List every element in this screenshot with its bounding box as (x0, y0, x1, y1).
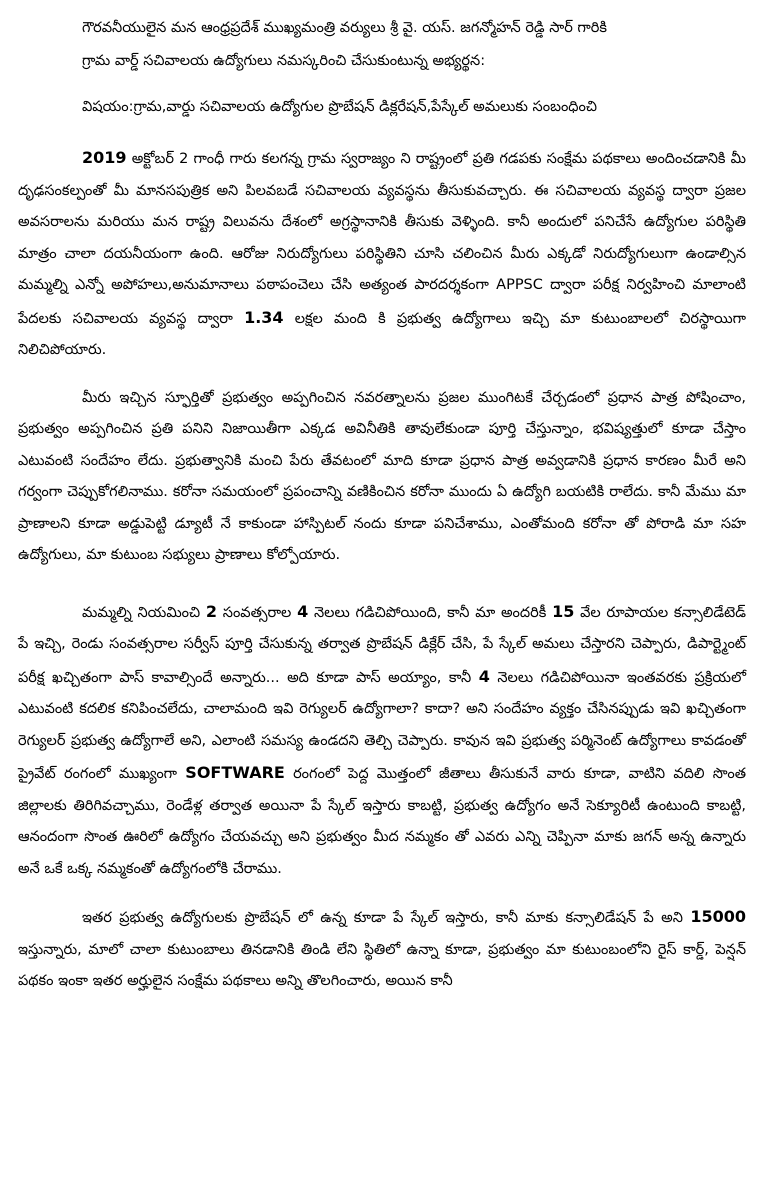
paragraph-3-text-c: నెలలు గడిచిపోయింది, కానీ మా అందరికీ (308, 604, 553, 621)
letter-salutation (18, 12, 746, 78)
paragraph-3-text-e: నెలలు గడిచిపోయినా ఇంతవరకు ప్రక్రియలో ఎటువంటి కదలిక కనిపించలేదు, చాలామంది ఇవి రెగ్యులర్ ఉద్యోగాలా? కాదా? అని సందేహం వ్యక్తం చేసినప్పుడు ఇవి ఖచ్చితంగా రెగ్యులర్ ప్రభుత్వ ఉద్యోగాలే అని, ఎలాంటి సమస్య ఉండదని తెల్చి చెప్పారు. కావున ఇవి ప్రభుత్వ పర్మినెంట్ ఉద్యోగాలు కావడంతో ప్రైవేట్ రంగంలో ముఖ్యంగా (18, 669, 746, 782)
letter-subject: విషయం:గ్రామ,వార్డు సచివాలయ ఉద్యోగుల ప్రొబేషన్ డిక్లరేషన్,పేస్కేల్ అమలుకు సంబంధించి (82, 99, 598, 115)
salutation-line-2: గ్రామ వార్డ్ సచివాలయ ఉద్యోగులు నమస్కరించి చేసుకుంటున్న అభ్యర్థన: (82, 53, 486, 69)
paragraph-3-text-f: రంగంలో పెద్ద మొత్తంలో జీతాలు తీసుకునే వారు కూడా, వాటిని వదిలి సొంత జిల్లాలకు తిరిగివచ్చాము, రెండేళ్ల తర్వాత అయినా పే స్కేల్ ఇస్తారు కాబట్టి, ప్రభుత్వ ఉద్యోగం అనే సెక్యూరిటీ ఉంటుంది కాబట్టి, ఆనందంగా సొంత ఊరిలో ఉద్యోగం చేయవచ్చు అని ప్రభుత్వం మీద నమ్మకం తో ఎవరు ఎన్ని చెప్పినా మాకు జగన్ అన్న ఉన్నారు అనే ఒకే ఒక్క నమ్మకంతో ఉద్యోగంలోకి చేరాము. (18, 766, 746, 877)
paragraph-3 (18, 596, 746, 886)
service-years: 2 (205, 601, 218, 621)
waiting-months: 4 (478, 666, 490, 686)
paragraph-1 (18, 142, 746, 367)
paragraph-2: మీరు ఇచ్చిన స్ఫూర్తితో ప్రభుత్వం అప్పగించిన నవరత్నాలను ప్రజల ముంగిటకే చేర్చడంలో ప్రధాన పాత్ర పోషించాం, ప్రభుత్వం అప్పగించిన ప్రతి పనిని నిజాయితీగా ఎక్కడ అవినీతికి తావులేకుండా పూర్తి చేస్తున్నాం, భవిష్యత్తులో కూడా చేస్తాం ఎటువంటి సందేహం లేదు. ప్రభుత్వానికి మంచి పేరు తేవటంలో మాది కూడా ప్రధాన పాత్ర అవ్వడానికి ప్రధాన కారణం మీరే అని గర్వంగా చెప్పుకోగలినాము. కరోనా సమయంలో ప్రపంచాన్ని వణికించిన కరోనా ముందు ఏ ఉద్యోగి బయటికి రాలేదు. కానీ మేము మా ప్రాణాలని కూడా అడ్డుపెట్టి డ్యూటీ నే కాకుండా హాస్పిటల్ నందు కూడా పనిచేశాము, ఎంతోమంది కరోనా తో పోరాడి మా సహ ఉద్యోగులు, మా కుటుంబ సభ్యులు ప్రాణాలు కోల్పోయారు. (18, 389, 746, 563)
salary-amount: 15 (552, 601, 575, 621)
paragraph-4 (18, 901, 746, 998)
year-text: 2019 (82, 148, 127, 167)
salutation-line-1: గౌరవనీయులైన మన ఆంధ్రప్రదేశ్ ముఖ్యమంత్రి వర్యులు శ్రీ వై. యస్. జగన్మోహన్ రెడ్డి సార్ గారికి (82, 20, 607, 36)
paragraph-4-text-a: ఇతర ప్రభుత్వ ఉద్యోగులకు ప్రొబేషన్ లో ఉన్న కూడా పే స్కేల్ ఇస్తారు, కానీ మాకు కన్సాలిడేషన్ పే అని (82, 910, 691, 926)
employee-count: 1.34 (244, 307, 284, 327)
paragraph-1-text-a: అక్టోబర్ 2 గాంధీ గారు కలగన్న గ్రామ స్వరాజ్యం ని రాష్ట్రంలో ప్రతి గడపకు సంక్షేమ పథకాలు అందించడానికి మీ దృఢసంకల్పంతో మీ మానసపుత్రిక అని పిలవబడే సచివాలయ వ్యవస్థను తీసుకువచ్చారు. ఈ సచివాలయ వ్యవస్థ ద్వారా ప్రజల అవసరాలను మరియు మన రాష్ట్ర విలువను దేశంలో అగ్రస్థానానికి తీసుకు వెళ్ళింది. కానీ అందులో పనిచేసే ఉద్యోగుల పరిస్థితి మాత్రం చాలా దయనీయంగా ఉంది. ఆరోజు నిరుద్యోగులు పరిస్థితిని చూసి చలించిన మీరు ఎక్కడో నిరుద్యోగులుగా ఉండాల్సిన మమ్మల్ని ఎన్నో అపోహలు,అనుమానాలు పఠాపంచెలు చేసి అత్యంత పారదర్శకంగా APPSC ద్వారా పరీక్ష నిర్వహించి మాలాంటి పేదలకు సచివాలయ వ్యవస్థ ద్వారా (18, 151, 746, 327)
paragraph-3-text-d: వేల రూపాయల కన్సాలిడేటెడ్ పే ఇచ్చి, రెండు సంవత్సరాల సర్వీస్ పూర్తి చేసుకున్న తర్వాత ప్రొబేషన్ డిక్లేర్ చేసి, పే స్కేల్ అమలు చేస్తారని చెప్పారు, డిపార్ట్మెంట్ పరీక్ష ఖచ్చితంగా పాస్ కావాల్సిందే అన్నారు... అది కూడా పాస్ అయ్యాం, కానీ (18, 604, 746, 686)
paragraph-3-text-b: సంవత్సరాల (217, 604, 298, 621)
paragraph-3-text-a: మమ్మల్ని నియమించి (82, 604, 206, 621)
consolidated-pay: 15000 (690, 907, 746, 926)
paragraph-4-text-b: ఇస్తున్నారు, మాలో చాలా కుటుంబాలు తినడానికి తిండి లేని స్థితిలో ఉన్నా కూడా, ప్రభుత్వం మా కుటుంబంలోని రైస్ కార్డ్, పెన్షన్ పథకం ఇంకా ఇతర అర్హులైన సంక్షేమ పథకాలు అన్ని తొలగించారు, అయిన కానీ (18, 941, 746, 989)
paragraph-1-text-b: లక్షల మంది కి ప్రభుత్వ ఉద్యోగాలు ఇచ్చి మా కుటుంబాలలో చిరస్థాయిగా నిలిచిపోయారు. (18, 310, 746, 358)
service-months: 4 (297, 601, 309, 621)
software-sector: SOFTWARE (185, 763, 285, 782)
